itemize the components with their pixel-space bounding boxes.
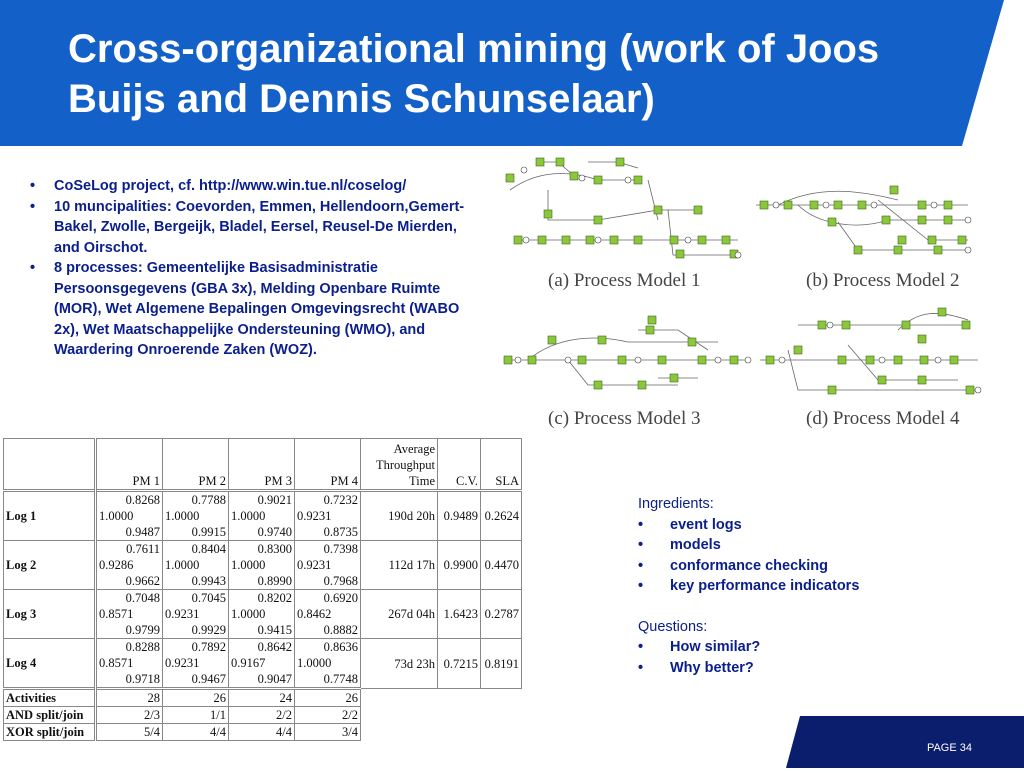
header-pm1: PM 1: [96, 439, 163, 491]
header-throughput-line2: Throughput: [375, 458, 435, 472]
cell-xor-pm1: 5/4: [96, 724, 163, 741]
cell-log3-pm4: 0.6920 0.8462 0.8882: [295, 590, 361, 639]
project-bullets: [30, 176, 480, 361]
cell-log3-pm2: 0.7045 0.9231 0.9929: [163, 590, 229, 639]
cell-and-pm4: 2/2: [295, 707, 361, 724]
cell-log1-sla: 0.2624: [481, 491, 522, 541]
page-number: PAGE 34: [926, 742, 972, 754]
bullet-dot: •: [638, 516, 644, 533]
title-band: [0, 0, 1024, 146]
cell-log4-pm1: 0.8288 0.8571 0.9718: [96, 639, 163, 689]
bullet-dot: •: [638, 578, 644, 594]
cell-xor-pm2: 4/4: [163, 724, 229, 741]
cell-log3-throughput: 267d 04h: [361, 590, 438, 639]
cell-log1-cv: 0.9489: [438, 491, 481, 541]
bullet-dot: •: [30, 178, 36, 194]
bullet-dot: •: [638, 659, 644, 676]
ingredient-item: • event logs: [638, 515, 938, 536]
cell-activities-pm2: 26: [163, 689, 229, 707]
bullet-municipalities: [30, 197, 480, 259]
slide-title: Cross-organizational mining (work of Joos Buijs and Dennis Schunselaar): [68, 27, 880, 121]
row-label-log2: Log 2: [4, 541, 96, 590]
bullet-dot: •: [30, 260, 36, 276]
ingredients-box: [638, 494, 938, 678]
caption-process-model-4: (d) Process Model 4: [806, 408, 960, 429]
cell-log3-pm1: 0.7048 0.8571 0.9799: [96, 590, 163, 639]
header-empty: [4, 439, 96, 491]
bullet-dot: •: [638, 639, 644, 655]
cell-log3-pm3: 0.8202 1.0000 0.9415: [229, 590, 295, 639]
row-label-log1: Log 1: [4, 491, 96, 541]
row-label-log4: Log 4: [4, 639, 96, 689]
cell-log4-pm2: 0.7892 0.9231 0.9467: [163, 639, 229, 689]
row-label-xor-split: XOR split/join: [4, 724, 96, 741]
questions-heading: Questions:: [638, 618, 708, 635]
ingredient-item: • key performance indicators: [638, 576, 938, 597]
bullet-dot: •: [30, 198, 36, 215]
cell-log3-cv: 1.6423: [438, 590, 481, 639]
bullet-dot: •: [638, 557, 644, 574]
header-cv: C.V.: [438, 439, 481, 491]
cell-log2-pm1: 0.7611 0.9286 0.9662: [96, 541, 163, 590]
cell-log2-pm2: 0.8404 1.0000 0.9943: [163, 541, 229, 590]
cell-log2-pm4: 0.7398 0.9231 0.7968: [295, 541, 361, 590]
ingredient-item: • models: [638, 535, 938, 556]
cell-activities-pm1: 28: [96, 689, 163, 707]
cell-log1-pm1: 0.8268 1.0000 0.9487: [96, 491, 163, 541]
cell-log4-pm4: 0.8636 1.0000 0.7748: [295, 639, 361, 689]
cell-log4-pm3: 0.8642 0.9167 0.9047: [229, 639, 295, 689]
cell-log3-sla: 0.2787: [481, 590, 522, 639]
bullet-text: CoSeLog project, cf. http://www.win.tue.nl/coselog/: [54, 178, 407, 194]
table-row: [4, 491, 522, 541]
cell-and-pm2: 1/1: [163, 707, 229, 724]
cell-xor-pm3: 4/4: [229, 724, 295, 741]
cell-log1-throughput: 190d 20h: [361, 491, 438, 541]
bullet-coselog: [30, 176, 480, 197]
bullet-dot: •: [638, 537, 644, 553]
cell-log1-pm4: 0.7232 0.9231 0.8735: [295, 491, 361, 541]
ingredients-heading: Ingredients:: [638, 496, 714, 512]
cell-xor-pm4: 3/4: [295, 724, 361, 741]
table-header-row: [4, 439, 522, 491]
caption-process-model-3: (c) Process Model 3: [548, 408, 701, 429]
caption-process-model-2: (b) Process Model 2: [806, 270, 960, 291]
header-pm4: PM 4: [295, 439, 361, 491]
bullet-text: 8 processes: Gemeentelijke Basisadministratie Persoonsgegevens (GBA 3x), Melding Openbare Ruimte (MOR), Wet Algemene Bepalingen Omgevingsrecht (WABO 2x), Wet Maatschappelijke Ondersteuning (WMO), and Waardering Onroerende Zaken (WOZ).: [54, 260, 460, 358]
table-row: [4, 689, 522, 707]
table-row: [4, 590, 522, 639]
row-label-activities: Activities: [4, 689, 96, 707]
footer-background: [0, 716, 1024, 768]
header-pm2: PM 2: [163, 439, 229, 491]
bullet-text: 10 muncipalities: Coevorden, Emmen, Hellendoorn,Gemert-Bakel, Zwolle, Bergeijk, Bladel, Eersel, Reusel-De Mierden, and Oirschot.: [54, 198, 465, 256]
cell-log2-pm3: 0.8300 1.0000 0.8990: [229, 541, 295, 590]
footer-band: [0, 716, 1024, 768]
cell-log2-throughput: 112d 17h: [361, 541, 438, 590]
header-throughput-line1: Average: [393, 442, 435, 456]
header-throughput-line3: Time: [409, 474, 435, 488]
cell-log2-sla: 0.4470: [481, 541, 522, 590]
process-model-diagrams: [498, 150, 994, 440]
cell-log4-cv: 0.7215: [438, 639, 481, 689]
bullet-processes: [30, 258, 480, 361]
cell-log1-pm3: 0.9021 1.0000 0.9740: [229, 491, 295, 541]
conformance-results-table: [3, 438, 522, 741]
process-model-figure: [498, 150, 994, 440]
cell-activities-pm4: 26: [295, 689, 361, 707]
cell-and-pm1: 2/3: [96, 707, 163, 724]
row-label-and-split: AND split/join: [4, 707, 96, 724]
caption-process-model-1: (a) Process Model 1: [548, 270, 701, 291]
question-item: • Why better?: [638, 658, 938, 679]
header-pm3: PM 3: [229, 439, 295, 491]
cell-and-pm3: 2/2: [229, 707, 295, 724]
cell-activities-pm3: 24: [229, 689, 295, 707]
row-label-log3: Log 3: [4, 590, 96, 639]
cell-log2-cv: 0.9900: [438, 541, 481, 590]
question-item: • How similar?: [638, 637, 938, 658]
table-row: [4, 639, 522, 689]
cell-log4-sla: 0.8191: [481, 639, 522, 689]
cell-log1-pm2: 0.7788 1.0000 0.9915: [163, 491, 229, 541]
table-row: [4, 541, 522, 590]
header-sla: SLA: [481, 439, 522, 491]
cell-log4-throughput: 73d 23h: [361, 639, 438, 689]
header-throughput: [361, 439, 438, 491]
ingredient-item: • conformance checking: [638, 556, 938, 577]
